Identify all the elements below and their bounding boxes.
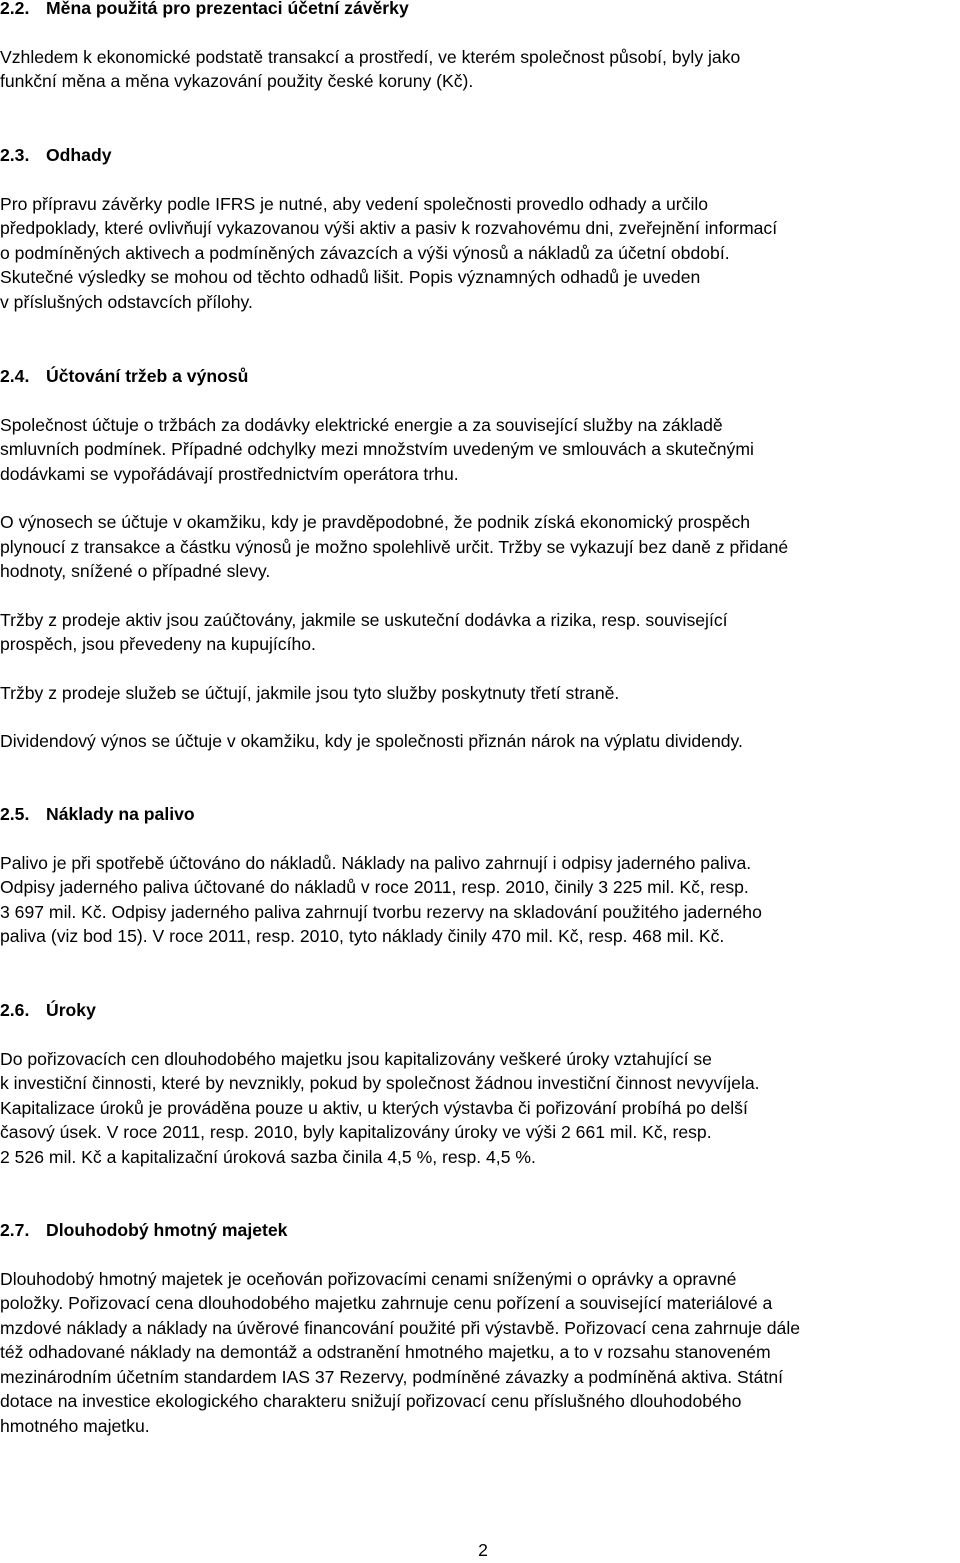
- text-line: O výnosech se účtuje v okamžiku, kdy je pravděpodobné, že podnik získá ekonomický prospěch: [0, 512, 751, 532]
- section-heading: [0, 1218, 960, 1243]
- text-line: časový úsek. V roce 2011, resp. 2010, byly kapitalizovány úroky ve výši 2 661 mil. Kč, resp.: [0, 1122, 712, 1142]
- section-heading: [0, 0, 960, 21]
- text-line: Kapitalizace úroků je prováděna pouze u aktiv, u kterých výstavba či pořizování probíhá po delší: [0, 1097, 748, 1118]
- text-line: též odhadované náklady na demontáž a odstranění hmotného majetku, a to v rozsahu stanoveném: [0, 1342, 771, 1362]
- text-line: o podmíněných aktivech a podmíněných závazcích a výši výnosů a nákladů za účetní období.: [0, 242, 730, 263]
- paragraph: [0, 1047, 960, 1170]
- text-line: smluvních podmínek. Případné odchylky mezi množstvím uvedeným ve smlouvách a skutečnými: [0, 439, 754, 459]
- text-line: v příslušných odstavcích přílohy.: [0, 291, 253, 312]
- text-line: funkční měna a měna vykazování použity české koruny (Kč).: [0, 71, 474, 91]
- section-heading: [0, 143, 960, 168]
- section-2-2: [0, 0, 960, 94]
- section-title: Účtování tržeb a výnosů: [46, 366, 249, 386]
- paragraph: [0, 510, 960, 584]
- text-line: Do pořizovacích cen dlouhodobého majetku jsou kapitalizovány veškeré úroky vztahující se: [0, 1048, 712, 1069]
- section-2-7: [0, 1218, 960, 1438]
- text-line: Dividendový výnos se účtuje v okamžiku, kdy je společnosti přiznán nárok na výplatu dividendy.: [0, 731, 743, 751]
- section-heading: [0, 364, 960, 389]
- section-number: 2.4.: [0, 366, 30, 386]
- section-number: 2.2.: [0, 0, 30, 18]
- paragraph: [0, 681, 960, 706]
- section-title: Odhady: [46, 145, 112, 165]
- section-title: Dlouhodobý hmotný majetek: [46, 1220, 288, 1240]
- text-line: Společnost účtuje o tržbách za dodávky elektrické energie a za související služby na základě: [0, 414, 723, 435]
- text-line: dodávkami se vypořádávají prostřednictvím operátora trhu.: [0, 463, 459, 484]
- section-number: 2.6.: [0, 1000, 30, 1020]
- paragraph: [0, 45, 960, 94]
- section-2-6: [0, 998, 960, 1169]
- text-line: Skutečné výsledky se mohou od těchto odhadů lišit. Popis významných odhadů je uveden: [0, 267, 701, 287]
- text-line: Tržby z prodeje aktiv jsou zaúčtovány, jakmile se uskuteční dodávka a rizika, resp. související: [0, 609, 728, 630]
- page-footer: [0, 1538, 960, 1563]
- text-line: Pro přípravu závěrky podle IFRS je nutné, aby vedení společnosti provedlo odhady a určilo: [0, 193, 709, 214]
- section-title: Úroky: [46, 1000, 96, 1020]
- text-line: mezinárodním účetním standardem IAS 37 Rezervy, podmíněné závazky a podmíněná aktiva. Státní: [0, 1366, 783, 1387]
- text-line: Dlouhodobý hmotný majetek je oceňován pořizovacími cenami sníženými o oprávky a opravné: [0, 1268, 737, 1289]
- text-line: 3 697 mil. Kč. Odpisy jaderného paliva zahrnují tvorbu rezervy na skladování použitého jaderného: [0, 901, 762, 922]
- text-line: prospěch, jsou převedeny na kupujícího.: [0, 634, 316, 654]
- page-number: 2: [478, 1540, 488, 1560]
- paragraph: [0, 729, 960, 754]
- paragraph: [0, 413, 960, 487]
- text-line: k investiční činnosti, které by nevznikly, pokud by společnost žádnou investiční činnost nevyvíjela.: [0, 1073, 760, 1093]
- paragraph: [0, 608, 960, 657]
- text-line: mzdové náklady a náklady na úvěrové financování použité při výstavbě. Pořizovací cena zahrnuje dále: [0, 1317, 801, 1338]
- section-2-3: [0, 143, 960, 314]
- section-number: 2.3.: [0, 145, 30, 165]
- text-line: Vzhledem k ekonomické podstatě transakcí a prostředí, ve kterém společnost působí, byly jako: [0, 46, 741, 67]
- section-number: 2.5.: [0, 804, 30, 824]
- text-line: Odpisy jaderného paliva účtované do nákladů v roce 2011, resp. 2010, činily 3 225 mil. Kč, resp.: [0, 877, 749, 897]
- section-2-5: [0, 802, 960, 949]
- paragraph: [0, 1267, 960, 1439]
- text-line: 2 526 mil. Kč a kapitalizační úroková sazba činila 4,5 %, resp. 4,5 %.: [0, 1146, 536, 1167]
- section-title: Měna použitá pro prezentaci účetní závěrky: [46, 0, 409, 18]
- text-line: plynoucí z transakce a částku výnosů je možno spolehlivě určit. Tržby se vykazují bez daně z přidané: [0, 536, 789, 557]
- text-line: Tržby z prodeje služeb se účtují, jakmile jsou tyto služby poskytnuty třetí straně.: [0, 682, 620, 703]
- paragraph: [0, 192, 960, 315]
- section-title: Náklady na palivo: [46, 804, 195, 824]
- text-line: dotace na investice ekologického charakteru snižují pořizovací cenu příslušného dlouhodobého: [0, 1391, 742, 1411]
- paragraph: [0, 851, 960, 949]
- text-line: položky. Pořizovací cena dlouhodobého majetku zahrnuje cenu pořízení a související materiálové a: [0, 1293, 773, 1313]
- text-line: Palivo je při spotřebě účtováno do nákladů. Náklady na palivo zahrnují i odpisy jaderného paliva.: [0, 852, 752, 873]
- section-2-4: [0, 364, 960, 754]
- text-line: paliva (viz bod 15). V roce 2011, resp. 2010, tyto náklady činily 470 mil. Kč, resp. 468 mil. Kč.: [0, 926, 725, 946]
- section-heading: [0, 802, 960, 827]
- text-line: předpoklady, které ovlivňují vykazovanou výši aktiv a pasiv k rozvahovému dni, zveřejnění informací: [0, 218, 778, 238]
- text-line: hmotného majetku.: [0, 1415, 150, 1436]
- section-heading: [0, 998, 960, 1023]
- text-line: hodnoty, snížené o případné slevy.: [0, 561, 271, 581]
- section-number: 2.7.: [0, 1220, 30, 1240]
